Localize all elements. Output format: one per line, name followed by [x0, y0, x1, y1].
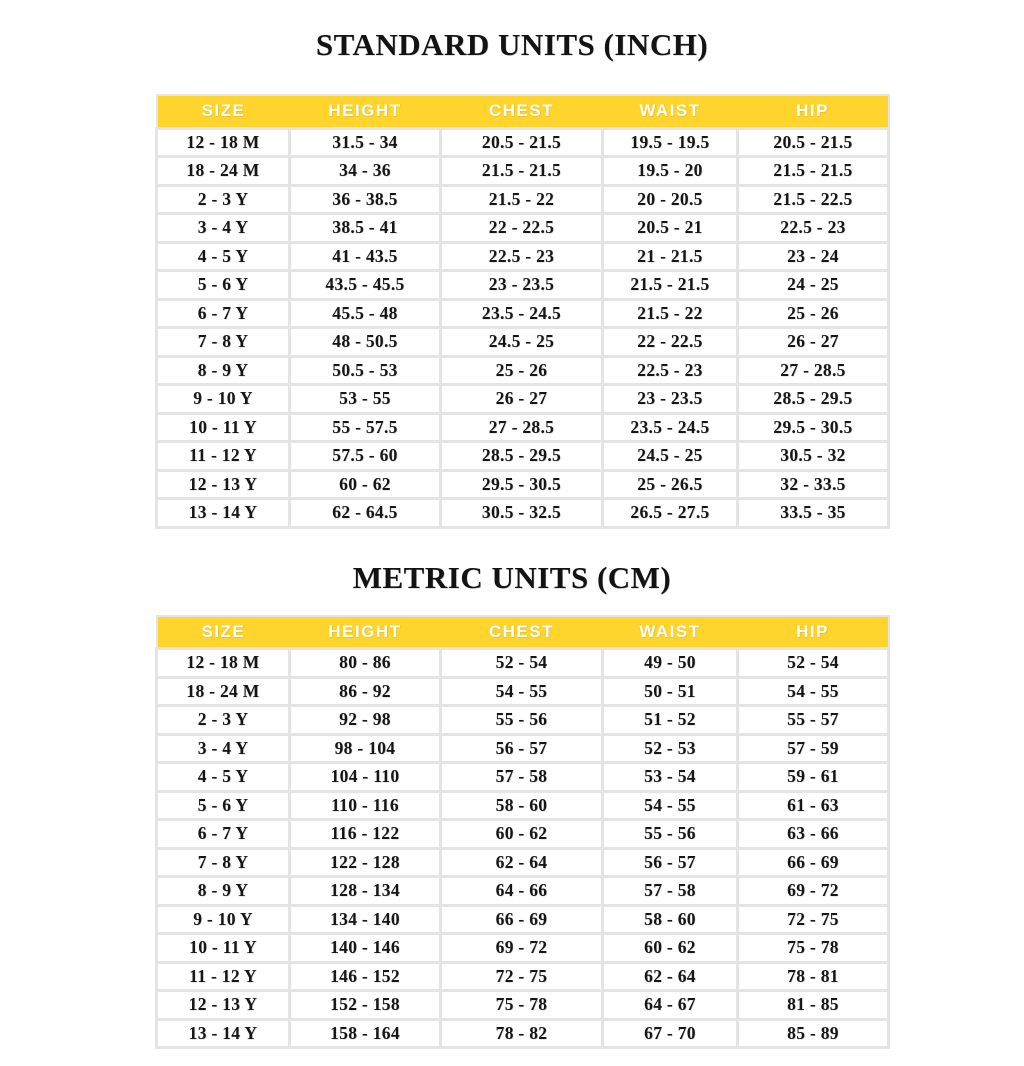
table-cell-height: 41 - 43.5 [290, 242, 441, 271]
table-cell-chest: 28.5 - 29.5 [441, 442, 603, 471]
table-cell-waist: 25 - 26.5 [603, 470, 738, 499]
table-cell-size: 11 - 12 Y [157, 442, 290, 471]
table-cell-hip: 55 - 57 [738, 706, 889, 735]
table-row [157, 905, 889, 934]
table-cell-hip: 21.5 - 22.5 [738, 185, 889, 214]
table-cell-size: 12 - 13 Y [157, 991, 290, 1020]
table-cell-hip: 23 - 24 [738, 242, 889, 271]
table-cell-waist: 50 - 51 [603, 677, 738, 706]
table-cell-height: 134 - 140 [290, 905, 441, 934]
table-cell-hip: 57 - 59 [738, 734, 889, 763]
table-cell-size: 7 - 8 Y [157, 328, 290, 357]
table-cell-waist: 21.5 - 21.5 [603, 271, 738, 300]
table-cell-size: 3 - 4 Y [157, 734, 290, 763]
table-cell-size: 4 - 5 Y [157, 242, 290, 271]
column-header-height: HEIGHT [290, 616, 441, 649]
table-cell-hip: 72 - 75 [738, 905, 889, 934]
table-cell-size: 18 - 24 M [157, 157, 290, 186]
table-cell-height: 122 - 128 [290, 848, 441, 877]
table-cell-height: 31.5 - 34 [290, 128, 441, 157]
table-cell-hip: 54 - 55 [738, 677, 889, 706]
table-cell-waist: 19.5 - 19.5 [603, 128, 738, 157]
column-header-height: HEIGHT [290, 95, 441, 128]
table-cell-hip: 28.5 - 29.5 [738, 385, 889, 414]
table-cell-chest: 27 - 28.5 [441, 413, 603, 442]
table-cell-size: 3 - 4 Y [157, 214, 290, 243]
standard-units-title: STANDARD UNITS (INCH) [315, 27, 709, 62]
table-cell-height: 92 - 98 [290, 706, 441, 735]
table-cell-waist: 19.5 - 20 [603, 157, 738, 186]
table-cell-waist: 53 - 54 [603, 763, 738, 792]
table-cell-chest: 55 - 56 [441, 706, 603, 735]
table-cell-chest: 52 - 54 [441, 649, 603, 678]
table-cell-waist: 20.5 - 21 [603, 214, 738, 243]
table-row [157, 356, 889, 385]
table-row [157, 413, 889, 442]
table-cell-size: 10 - 11 Y [157, 413, 290, 442]
table-cell-hip: 32 - 33.5 [738, 470, 889, 499]
table-cell-height: 36 - 38.5 [290, 185, 441, 214]
table-cell-size: 6 - 7 Y [157, 299, 290, 328]
table-cell-waist: 24.5 - 25 [603, 442, 738, 471]
metric-units-table [155, 615, 890, 1050]
table-cell-waist: 49 - 50 [603, 649, 738, 678]
metric-units-title: METRIC UNITS (CM) [352, 559, 672, 595]
table-row [157, 734, 889, 763]
table-cell-chest: 24.5 - 25 [441, 328, 603, 357]
table-cell-size: 2 - 3 Y [157, 185, 290, 214]
table-cell-waist: 56 - 57 [603, 848, 738, 877]
table-cell-height: 86 - 92 [290, 677, 441, 706]
table-cell-size: 12 - 18 M [157, 649, 290, 678]
table-cell-chest: 62 - 64 [441, 848, 603, 877]
table-cell-size: 8 - 9 Y [157, 877, 290, 906]
table-cell-chest: 75 - 78 [441, 991, 603, 1020]
table-cell-chest: 29.5 - 30.5 [441, 470, 603, 499]
table-cell-size: 8 - 9 Y [157, 356, 290, 385]
column-header-waist: WAIST [603, 616, 738, 649]
table-row [157, 499, 889, 528]
table-cell-hip: 27 - 28.5 [738, 356, 889, 385]
table-cell-height: 140 - 146 [290, 934, 441, 963]
table-cell-hip: 78 - 81 [738, 962, 889, 991]
table-cell-chest: 72 - 75 [441, 962, 603, 991]
table-cell-height: 158 - 164 [290, 1019, 441, 1048]
table-cell-waist: 21 - 21.5 [603, 242, 738, 271]
table-cell-height: 110 - 116 [290, 791, 441, 820]
column-header-chest: CHEST [441, 95, 603, 128]
table-row [157, 128, 889, 157]
table-cell-waist: 52 - 53 [603, 734, 738, 763]
table-cell-height: 62 - 64.5 [290, 499, 441, 528]
table-cell-size: 5 - 6 Y [157, 791, 290, 820]
table-cell-size: 9 - 10 Y [157, 905, 290, 934]
table-cell-size: 9 - 10 Y [157, 385, 290, 414]
table-row [157, 242, 889, 271]
table-cell-height: 60 - 62 [290, 470, 441, 499]
table-cell-height: 38.5 - 41 [290, 214, 441, 243]
column-header-chest: CHEST [441, 616, 603, 649]
table-cell-size: 13 - 14 Y [157, 1019, 290, 1048]
table-cell-waist: 67 - 70 [603, 1019, 738, 1048]
table-cell-hip: 61 - 63 [738, 791, 889, 820]
table-cell-size: 5 - 6 Y [157, 271, 290, 300]
table-cell-chest: 58 - 60 [441, 791, 603, 820]
table-cell-height: 146 - 152 [290, 962, 441, 991]
table-cell-chest: 25 - 26 [441, 356, 603, 385]
table-row [157, 271, 889, 300]
table-cell-chest: 56 - 57 [441, 734, 603, 763]
table-cell-height: 34 - 36 [290, 157, 441, 186]
table-cell-hip: 29.5 - 30.5 [738, 413, 889, 442]
table-cell-chest: 66 - 69 [441, 905, 603, 934]
table-row [157, 214, 889, 243]
table-cell-chest: 30.5 - 32.5 [441, 499, 603, 528]
table-cell-chest: 26 - 27 [441, 385, 603, 414]
table-cell-chest: 22.5 - 23 [441, 242, 603, 271]
table-cell-hip: 33.5 - 35 [738, 499, 889, 528]
table-cell-hip: 69 - 72 [738, 877, 889, 906]
table-cell-chest: 78 - 82 [441, 1019, 603, 1048]
table-cell-height: 98 - 104 [290, 734, 441, 763]
table-cell-height: 104 - 110 [290, 763, 441, 792]
table-cell-height: 50.5 - 53 [290, 356, 441, 385]
table-cell-chest: 23.5 - 24.5 [441, 299, 603, 328]
table-cell-waist: 20 - 20.5 [603, 185, 738, 214]
table-row [157, 470, 889, 499]
table-cell-height: 80 - 86 [290, 649, 441, 678]
table-cell-waist: 57 - 58 [603, 877, 738, 906]
column-header-hip: HIP [738, 95, 889, 128]
table-cell-chest: 60 - 62 [441, 820, 603, 849]
table-cell-waist: 22.5 - 23 [603, 356, 738, 385]
table-cell-hip: 63 - 66 [738, 820, 889, 849]
table-cell-chest: 54 - 55 [441, 677, 603, 706]
table-cell-waist: 60 - 62 [603, 934, 738, 963]
table-cell-chest: 57 - 58 [441, 763, 603, 792]
table-cell-size: 7 - 8 Y [157, 848, 290, 877]
table-cell-waist: 54 - 55 [603, 791, 738, 820]
table-cell-size: 18 - 24 M [157, 677, 290, 706]
table-cell-hip: 52 - 54 [738, 649, 889, 678]
table-cell-height: 45.5 - 48 [290, 299, 441, 328]
table-row [157, 763, 889, 792]
table-cell-waist: 58 - 60 [603, 905, 738, 934]
column-header-size: SIZE [157, 616, 290, 649]
table-row [157, 442, 889, 471]
table-row [157, 185, 889, 214]
table-cell-height: 48 - 50.5 [290, 328, 441, 357]
table-cell-height: 57.5 - 60 [290, 442, 441, 471]
column-header-size: SIZE [157, 95, 290, 128]
table-cell-height: 116 - 122 [290, 820, 441, 849]
table-cell-size: 12 - 18 M [157, 128, 290, 157]
table-cell-size: 2 - 3 Y [157, 706, 290, 735]
table-cell-hip: 66 - 69 [738, 848, 889, 877]
table-row [157, 991, 889, 1020]
table-cell-height: 43.5 - 45.5 [290, 271, 441, 300]
table-row [157, 299, 889, 328]
table-cell-chest: 23 - 23.5 [441, 271, 603, 300]
table-cell-waist: 21.5 - 22 [603, 299, 738, 328]
table-row [157, 706, 889, 735]
table-row [157, 328, 889, 357]
table-cell-chest: 64 - 66 [441, 877, 603, 906]
table-cell-hip: 59 - 61 [738, 763, 889, 792]
table-row [157, 962, 889, 991]
table-cell-hip: 26 - 27 [738, 328, 889, 357]
table-cell-chest: 21.5 - 21.5 [441, 157, 603, 186]
column-header-hip: HIP [738, 616, 889, 649]
table-cell-size: 10 - 11 Y [157, 934, 290, 963]
table-cell-hip: 25 - 26 [738, 299, 889, 328]
table-cell-waist: 23.5 - 24.5 [603, 413, 738, 442]
table-cell-waist: 26.5 - 27.5 [603, 499, 738, 528]
table-cell-hip: 20.5 - 21.5 [738, 128, 889, 157]
table-cell-hip: 21.5 - 21.5 [738, 157, 889, 186]
table-cell-hip: 81 - 85 [738, 991, 889, 1020]
table-cell-hip: 24 - 25 [738, 271, 889, 300]
table-cell-hip: 22.5 - 23 [738, 214, 889, 243]
table-cell-height: 128 - 134 [290, 877, 441, 906]
table-row [157, 848, 889, 877]
table-cell-chest: 22 - 22.5 [441, 214, 603, 243]
table-row [157, 820, 889, 849]
table-cell-height: 55 - 57.5 [290, 413, 441, 442]
table-cell-hip: 30.5 - 32 [738, 442, 889, 471]
table-cell-waist: 62 - 64 [603, 962, 738, 991]
metric-units-section [0, 558, 1024, 1050]
table-cell-waist: 22 - 22.5 [603, 328, 738, 357]
table-row [157, 934, 889, 963]
table-row [157, 791, 889, 820]
table-cell-waist: 51 - 52 [603, 706, 738, 735]
table-cell-hip: 85 - 89 [738, 1019, 889, 1048]
table-cell-height: 53 - 55 [290, 385, 441, 414]
table-cell-chest: 69 - 72 [441, 934, 603, 963]
table-cell-size: 6 - 7 Y [157, 820, 290, 849]
table-row [157, 649, 889, 678]
table-row [157, 677, 889, 706]
table-row [157, 385, 889, 414]
table-cell-hip: 75 - 78 [738, 934, 889, 963]
table-cell-waist: 23 - 23.5 [603, 385, 738, 414]
table-row [157, 1019, 889, 1048]
table-cell-waist: 55 - 56 [603, 820, 738, 849]
table-cell-chest: 21.5 - 22 [441, 185, 603, 214]
table-cell-waist: 64 - 67 [603, 991, 738, 1020]
table-cell-size: 12 - 13 Y [157, 470, 290, 499]
table-cell-chest: 20.5 - 21.5 [441, 128, 603, 157]
header-row [157, 95, 889, 128]
column-header-waist: WAIST [603, 95, 738, 128]
table-row [157, 157, 889, 186]
table-cell-size: 4 - 5 Y [157, 763, 290, 792]
standard-units-section [0, 25, 1024, 529]
table-cell-height: 152 - 158 [290, 991, 441, 1020]
table-cell-size: 11 - 12 Y [157, 962, 290, 991]
standard-units-table [155, 94, 890, 529]
header-row [157, 616, 889, 649]
table-row [157, 877, 889, 906]
table-cell-size: 13 - 14 Y [157, 499, 290, 528]
